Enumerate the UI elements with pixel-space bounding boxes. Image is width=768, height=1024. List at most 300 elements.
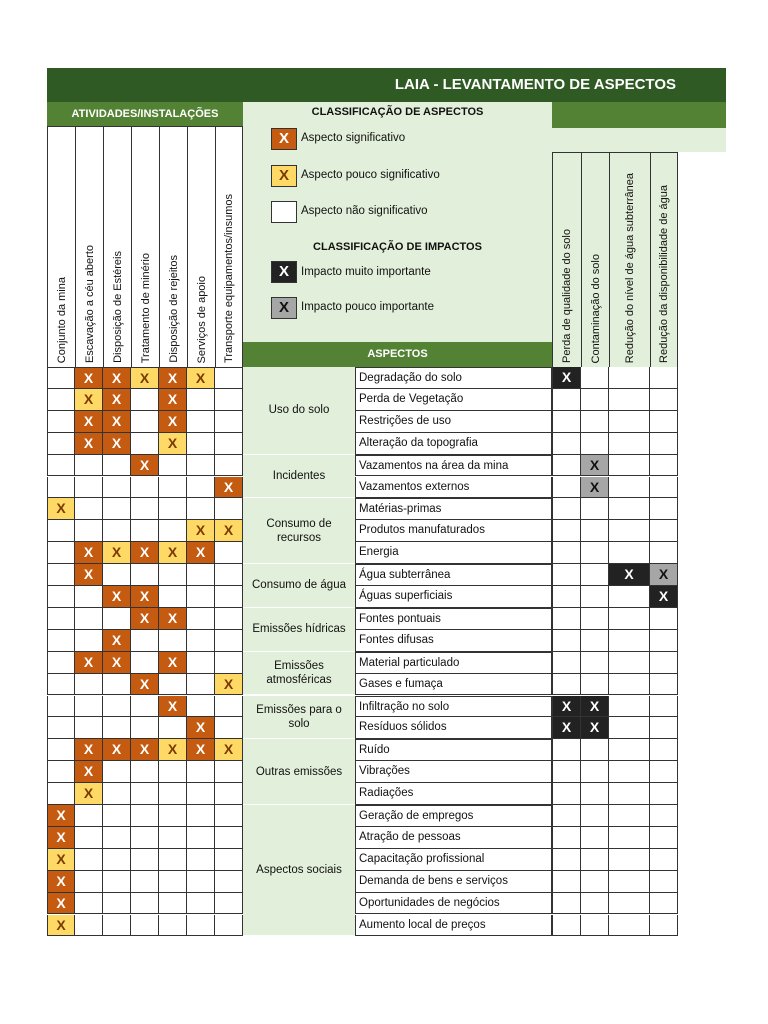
activity-cell	[131, 696, 159, 718]
category-cell: Aspectos sociais	[243, 805, 355, 936]
impact-cell	[552, 389, 581, 411]
activity-header	[75, 126, 103, 367]
impact-cell	[650, 389, 678, 411]
activity-cell	[187, 433, 215, 455]
impact-header	[581, 152, 609, 367]
mark-significativo: X	[103, 739, 131, 761]
impact-cell	[552, 608, 581, 630]
mark-impacto-pouco: X	[581, 455, 609, 477]
impact-cell	[552, 849, 581, 871]
impact-cell	[552, 433, 581, 455]
impacts-subheader-band	[552, 128, 726, 152]
impact-cell	[650, 455, 678, 477]
activity-cell	[215, 783, 243, 805]
impact-cell	[650, 608, 678, 630]
activity-cell	[187, 849, 215, 871]
impact-cell	[650, 411, 678, 433]
mark-pouco-significativo: X	[47, 915, 75, 937]
impact-cell	[552, 739, 581, 761]
aspect-cell: Fontes pontuais	[355, 608, 552, 630]
activity-header	[159, 126, 187, 367]
activity-label: Tratamento de minério	[139, 252, 152, 363]
impact-cell	[552, 871, 581, 893]
impact-cell	[581, 827, 609, 849]
activity-cell	[47, 674, 75, 696]
impact-cell	[581, 849, 609, 871]
mark-pouco-significativo: X	[187, 367, 215, 389]
mark-pouco-significativo: X	[75, 783, 103, 805]
mark-significativo: X	[215, 477, 243, 499]
mark-significativo: X	[159, 367, 187, 389]
impact-cell	[581, 542, 609, 564]
impact-cell	[609, 761, 650, 783]
activity-cell	[215, 389, 243, 411]
mark-impacto-muito: X	[650, 586, 678, 608]
activity-cell	[159, 761, 187, 783]
activity-cell	[159, 564, 187, 586]
activity-cell	[187, 827, 215, 849]
category-cell: Outras emissões	[243, 739, 355, 805]
legend-label-pouco-imp: Impacto pouco importante	[301, 301, 434, 313]
impact-cell	[609, 805, 650, 827]
impact-cell	[581, 389, 609, 411]
impact-cell	[581, 761, 609, 783]
activity-cell	[75, 893, 103, 915]
legend-label-pouco: Aspecto pouco significativo	[301, 169, 440, 181]
impact-cell	[581, 871, 609, 893]
aspect-cell: Restrições de uso	[355, 411, 552, 433]
page-title: LAIA - LEVANTAMENTO DE ASPECTOS	[394, 76, 676, 93]
aspect-cell: Fontes difusas	[355, 630, 552, 652]
activity-cell	[187, 389, 215, 411]
activity-cell	[159, 520, 187, 542]
impact-cell	[581, 520, 609, 542]
activity-header	[47, 126, 75, 367]
impact-cell	[581, 433, 609, 455]
aspect-cell: Geração de empregos	[355, 805, 552, 827]
impact-label: Contaminação do solo	[589, 253, 602, 363]
mark-significativo: X	[103, 652, 131, 674]
legend-aspects-title: CLASSIFICAÇÃO DE ASPECTOS	[311, 106, 484, 118]
impact-cell	[581, 674, 609, 696]
aspect-cell: Vibrações	[355, 761, 552, 783]
activity-cell	[187, 564, 215, 586]
activity-cell	[187, 498, 215, 520]
activity-label: Transporte equipamentos/insumos	[223, 194, 235, 363]
impact-cell	[552, 520, 581, 542]
mark-significativo: X	[47, 871, 75, 893]
activity-cell	[131, 893, 159, 915]
impact-cell	[609, 520, 650, 542]
activity-cell	[187, 477, 215, 499]
activity-cell	[75, 849, 103, 871]
aspects-header: ASPECTOS	[243, 342, 552, 367]
impact-cell	[609, 827, 650, 849]
impact-cell	[552, 542, 581, 564]
mark-significativo: X	[187, 739, 215, 761]
aspect-cell: Aumento local de preços	[355, 915, 552, 937]
impact-cell	[650, 783, 678, 805]
impact-cell	[650, 871, 678, 893]
activity-cell	[187, 586, 215, 608]
impact-cell	[609, 389, 650, 411]
legend-label-muito: Impacto muito importante	[301, 266, 431, 278]
activity-cell	[47, 652, 75, 674]
impact-cell	[609, 717, 650, 739]
impact-cell	[552, 652, 581, 674]
activity-cell	[131, 783, 159, 805]
activity-cell	[131, 849, 159, 871]
activity-header	[215, 126, 243, 367]
mark-pouco-significativo: X	[131, 367, 159, 389]
legend-swatch-pouco: X	[271, 165, 297, 187]
legend-label-significativo: Aspecto significativo	[301, 132, 406, 144]
activity-cell	[215, 849, 243, 871]
activity-cell	[187, 761, 215, 783]
activity-cell	[215, 608, 243, 630]
activity-cell	[215, 827, 243, 849]
impact-header	[609, 152, 650, 367]
mark-impacto-muito: X	[581, 717, 609, 739]
impact-cell	[581, 652, 609, 674]
mark-significativo: X	[75, 739, 103, 761]
impact-cell	[650, 498, 678, 520]
impact-header	[650, 152, 678, 367]
activity-cell	[103, 893, 131, 915]
aspect-cell: Atração de pessoas	[355, 827, 552, 849]
mark-significativo: X	[103, 411, 131, 433]
activity-cell	[159, 674, 187, 696]
mark-impacto-pouco: X	[581, 477, 609, 499]
impact-cell	[609, 586, 650, 608]
mark-significativo: X	[131, 674, 159, 696]
mark-significativo: X	[159, 608, 187, 630]
activity-cell	[215, 696, 243, 718]
impact-cell	[581, 411, 609, 433]
activity-cell	[103, 827, 131, 849]
mark-significativo: X	[131, 739, 159, 761]
activity-cell	[215, 455, 243, 477]
aspect-cell: Demanda de bens e serviços	[355, 871, 552, 893]
activity-cell	[103, 608, 131, 630]
impact-cell	[609, 674, 650, 696]
mark-significativo: X	[159, 652, 187, 674]
activity-cell	[75, 717, 103, 739]
activity-cell	[131, 389, 159, 411]
aspect-cell: Água subterrânea	[355, 564, 552, 586]
aspect-cell: Alteração da topografia	[355, 433, 552, 455]
category-cell: Emissões atmosféricas	[243, 652, 355, 696]
impact-cell	[581, 915, 609, 937]
activity-label: Disposição de Estéreis	[111, 251, 124, 363]
activity-cell	[159, 630, 187, 652]
activity-cell	[131, 564, 159, 586]
mark-significativo: X	[131, 586, 159, 608]
impact-cell	[609, 542, 650, 564]
activity-cell	[215, 542, 243, 564]
aspect-cell: Energia	[355, 542, 552, 564]
mark-pouco-significativo: X	[215, 520, 243, 542]
activity-cell	[103, 871, 131, 893]
activity-cell	[75, 586, 103, 608]
impact-cell	[552, 893, 581, 915]
activity-cell	[187, 915, 215, 937]
mark-significativo: X	[159, 696, 187, 718]
mark-pouco-significativo: X	[159, 542, 187, 564]
activity-label: Disposição de rejeitos	[167, 255, 180, 363]
activity-cell	[159, 717, 187, 739]
activity-cell	[187, 871, 215, 893]
activity-cell	[75, 477, 103, 499]
impact-cell	[609, 915, 650, 937]
impact-cell	[609, 849, 650, 871]
activity-cell	[47, 542, 75, 564]
category-cell: Emissões para o solo	[243, 696, 355, 740]
activity-cell	[159, 805, 187, 827]
category-cell: Emissões hídricas	[243, 608, 355, 652]
mark-significativo: X	[131, 455, 159, 477]
mark-significativo: X	[75, 367, 103, 389]
mark-pouco-significativo: X	[159, 739, 187, 761]
aspect-cell: Ruído	[355, 739, 552, 761]
activity-cell	[131, 477, 159, 499]
impact-cell	[552, 498, 581, 520]
activity-cell	[131, 630, 159, 652]
impact-cell	[581, 586, 609, 608]
aspect-cell: Oportunidades de negócios	[355, 893, 552, 915]
activity-cell	[215, 433, 243, 455]
activity-cell	[187, 652, 215, 674]
activity-cell	[131, 805, 159, 827]
impact-label: Redução da disponibilidade de água	[658, 185, 670, 363]
mark-pouco-significativo: X	[159, 433, 187, 455]
category-cell: Incidentes	[243, 455, 355, 499]
activity-header	[187, 126, 215, 367]
impact-cell	[609, 367, 650, 389]
mark-significativo: X	[47, 805, 75, 827]
impact-label: Redução do nível de água subterrânea	[624, 172, 636, 363]
activity-cell	[159, 586, 187, 608]
legend-swatch-muito: X	[271, 261, 297, 283]
activity-cell	[159, 871, 187, 893]
activity-cell	[47, 564, 75, 586]
mark-significativo: X	[103, 586, 131, 608]
activity-cell	[215, 411, 243, 433]
impact-cell	[581, 608, 609, 630]
activity-cell	[187, 674, 215, 696]
activity-cell	[215, 805, 243, 827]
activity-cell	[215, 498, 243, 520]
impact-cell	[650, 433, 678, 455]
activity-cell	[75, 498, 103, 520]
aspect-cell: Degradação do solo	[355, 367, 552, 389]
activity-cell	[159, 849, 187, 871]
impact-header	[552, 152, 581, 367]
activity-cell	[47, 761, 75, 783]
activity-cell	[103, 761, 131, 783]
activity-cell	[103, 520, 131, 542]
activity-cell	[103, 717, 131, 739]
category-cell: Uso do solo	[243, 367, 355, 455]
activity-cell	[131, 411, 159, 433]
activity-cell	[47, 433, 75, 455]
aspect-cell: Radiações	[355, 783, 552, 805]
aspect-cell: Vazamentos na área da mina	[355, 455, 552, 477]
impact-cell	[650, 674, 678, 696]
mark-significativo: X	[103, 367, 131, 389]
activity-cell	[187, 696, 215, 718]
impact-cell	[650, 652, 678, 674]
activity-cell	[131, 520, 159, 542]
mark-significativo: X	[187, 717, 215, 739]
impact-cell	[609, 871, 650, 893]
mark-impacto-pouco: X	[650, 564, 678, 586]
activity-cell	[159, 455, 187, 477]
mark-impacto-muito: X	[552, 717, 581, 739]
legend-panel	[243, 102, 552, 342]
activity-cell	[215, 761, 243, 783]
activity-cell	[159, 827, 187, 849]
activity-header	[131, 126, 159, 367]
activity-cell	[215, 367, 243, 389]
activity-cell	[103, 564, 131, 586]
activity-cell	[215, 652, 243, 674]
activities-header: ATIVIDADES/INSTALAÇÕES	[47, 102, 243, 126]
activity-cell	[131, 871, 159, 893]
mark-significativo: X	[159, 411, 187, 433]
activity-cell	[159, 498, 187, 520]
activity-cell	[47, 783, 75, 805]
mark-impacto-muito: X	[609, 564, 650, 586]
mark-impacto-muito: X	[552, 367, 581, 389]
activity-cell	[103, 477, 131, 499]
activity-cell	[215, 915, 243, 937]
aspect-cell: Resíduos sólidos	[355, 717, 552, 739]
activity-cell	[187, 608, 215, 630]
mark-significativo: X	[75, 761, 103, 783]
activity-cell	[47, 455, 75, 477]
activity-cell	[47, 411, 75, 433]
impact-cell	[650, 717, 678, 739]
impact-label: Perda de qualidade do solo	[561, 229, 573, 363]
mark-significativo: X	[103, 630, 131, 652]
mark-significativo: X	[131, 542, 159, 564]
activity-cell	[215, 630, 243, 652]
impact-cell	[552, 761, 581, 783]
activity-cell	[215, 871, 243, 893]
impact-cell	[609, 696, 650, 718]
impact-cell	[609, 608, 650, 630]
legend-label-nao: Aspecto não significativo	[301, 205, 428, 217]
impact-cell	[552, 477, 581, 499]
activity-cell	[131, 717, 159, 739]
activity-header	[103, 126, 131, 367]
title-bar-extension	[678, 68, 726, 102]
activity-cell	[103, 696, 131, 718]
mark-significativo: X	[75, 542, 103, 564]
mark-significativo: X	[75, 411, 103, 433]
activity-cell	[75, 455, 103, 477]
activity-cell	[187, 805, 215, 827]
impact-cell	[552, 455, 581, 477]
activity-cell	[187, 783, 215, 805]
aspect-cell: Águas superficiais	[355, 586, 552, 608]
activity-cell	[75, 520, 103, 542]
impact-cell	[581, 367, 609, 389]
impact-cell	[650, 805, 678, 827]
activity-cell	[131, 827, 159, 849]
mark-significativo: X	[75, 433, 103, 455]
impact-cell	[609, 652, 650, 674]
impacts-header-band	[552, 102, 726, 128]
activity-cell	[131, 652, 159, 674]
activity-cell	[131, 761, 159, 783]
mark-significativo: X	[75, 564, 103, 586]
activity-cell	[131, 915, 159, 937]
activity-cell	[47, 696, 75, 718]
activity-cell	[47, 717, 75, 739]
category-cell: Consumo de recursos	[243, 498, 355, 564]
mark-significativo: X	[187, 542, 215, 564]
impact-cell	[650, 520, 678, 542]
activity-cell	[75, 674, 103, 696]
impact-cell	[581, 739, 609, 761]
mark-pouco-significativo: X	[187, 520, 215, 542]
impact-cell	[552, 915, 581, 937]
activity-cell	[75, 696, 103, 718]
activity-cell	[159, 893, 187, 915]
impact-cell	[581, 783, 609, 805]
activity-cell	[187, 455, 215, 477]
activity-cell	[215, 586, 243, 608]
mark-pouco-significativo: X	[215, 739, 243, 761]
activity-cell	[187, 411, 215, 433]
activity-cell	[131, 498, 159, 520]
activity-cell	[47, 739, 75, 761]
activity-cell	[75, 630, 103, 652]
activity-cell	[75, 915, 103, 937]
activity-cell	[215, 717, 243, 739]
mark-significativo: X	[131, 608, 159, 630]
activity-cell	[103, 915, 131, 937]
impact-cell	[609, 477, 650, 499]
impact-cell	[609, 893, 650, 915]
impact-cell	[552, 805, 581, 827]
mark-significativo: X	[75, 652, 103, 674]
activity-label: Serviços de apoio	[195, 275, 208, 363]
aspect-cell: Matérias-primas	[355, 498, 552, 520]
impact-cell	[552, 411, 581, 433]
impact-cell	[650, 761, 678, 783]
impact-cell	[552, 827, 581, 849]
activity-cell	[47, 608, 75, 630]
impact-cell	[650, 849, 678, 871]
activity-cell	[215, 564, 243, 586]
activity-cell	[47, 389, 75, 411]
activity-label: Escavação a céu aberto	[83, 244, 96, 363]
activity-cell	[47, 586, 75, 608]
activity-cell	[47, 367, 75, 389]
mark-pouco-significativo: X	[47, 849, 75, 871]
aspect-cell: Capacitação profissional	[355, 849, 552, 871]
activity-label: Conjunto da mina	[55, 276, 68, 363]
aspect-cell: Material particulado	[355, 652, 552, 674]
activity-cell	[215, 893, 243, 915]
mark-significativo: X	[47, 827, 75, 849]
aspect-cell: Gases e fumaça	[355, 674, 552, 696]
activity-cell	[75, 805, 103, 827]
impact-cell	[650, 542, 678, 564]
